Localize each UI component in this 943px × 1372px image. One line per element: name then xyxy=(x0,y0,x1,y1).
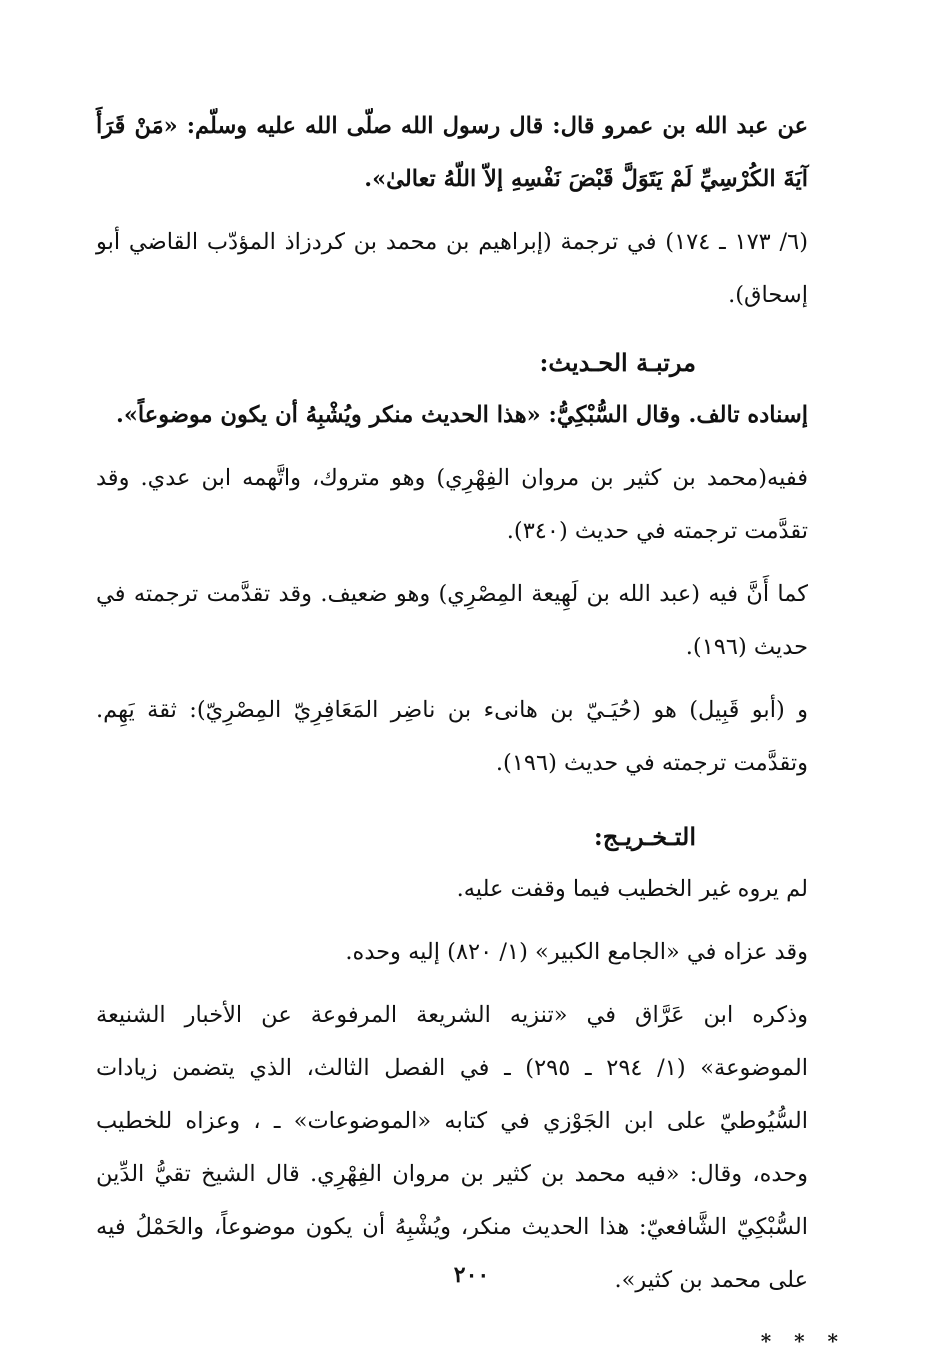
page-body xyxy=(96,100,846,1361)
narrator-note-1: ففيه(محمد بن كثير بن مروان الفِهْرِي) وهو متروك، واتَّهمه ابن عدي. وقد تقدَّمت ترجمته في حديث (٣٤٠). xyxy=(96,465,808,544)
takhrij-note-2: وقد عزاه في «الجامع الكبير» (١/ ٨٢٠) إليه وحده. xyxy=(345,939,808,965)
narrator-note-2: كما أَنَّ فيه (عبد الله بن لَهِيعة المِصْرِي) وهو ضعيف. وقد تقدَّمت ترجمته في حديث (١٩٦). xyxy=(96,581,808,660)
source-reference: (٦/ ١٧٣ ـ ١٧٤) في ترجمة (إبراهيم بن محمد بن كردزاذ المؤدّب القاضي أبو إسحاق). xyxy=(96,229,808,308)
takhrij-note-3: وذكره ابن عَرَّاق في «تنزيه الشريعة المرفوعة عن الأخبار الشنيعة الموضوعة» (١/ ٢٩٤ ـ ٢٩٥) ـ في الفصل الثالث، الذي يتضمن زيادات السُّيُوطيّ على ابن الجَوْزي في كتابه «الموضوعات» ـ ، وعزاه للخطيب وحده، وقال: «فيه محمد بن كثير بن مروان الفِهْرِي. قال الشيخ تقيُّ الدِّين السُّبْكِيّ الشَّافعيّ: هذا الحديث منكر، ويُشْبِهُ أن يكون موضوعاً، والحَمْلُ فيه على محمد بن كثير». xyxy=(96,1002,808,1293)
separator-stars: * * * xyxy=(760,1329,846,1353)
section-heading-takhrij: التـخـريـج: xyxy=(593,822,696,851)
hadith-text: عن عبد الله بن عمرو قال: قال رسول الله صلّى الله عليه وسلّم: «مَنْ قَرَأَ آيَةَ الكُرْسِيِّ لَمْ يَتَوَلَّ قَبْضَ نَفْسِهِ إلاّ اللّهُ تعالىٰ». xyxy=(96,113,808,192)
takhrij-note-1: لم يروه غير الخطيب فيما وقفت عليه. xyxy=(456,876,808,902)
section-heading-grade: مرتبـة الحـديث: xyxy=(539,348,696,377)
narrator-note-3: و (أبو قَبِيل) هو (حُيَـيّ بن هانىء بن ناضِر المَعَافِرِيّ المِصْرِيّ): ثقة يَهِم. وتقدَّمت ترجمته في حديث (١٩٦). xyxy=(96,697,808,776)
page-number: ٢٠٠ xyxy=(453,1262,490,1288)
grade-statement: إسناده تالف. وقال السُّبْكِيُّ: «هذا الحديث منكر ويُشْبِهُ أن يكون موضوعاً». xyxy=(116,402,808,428)
